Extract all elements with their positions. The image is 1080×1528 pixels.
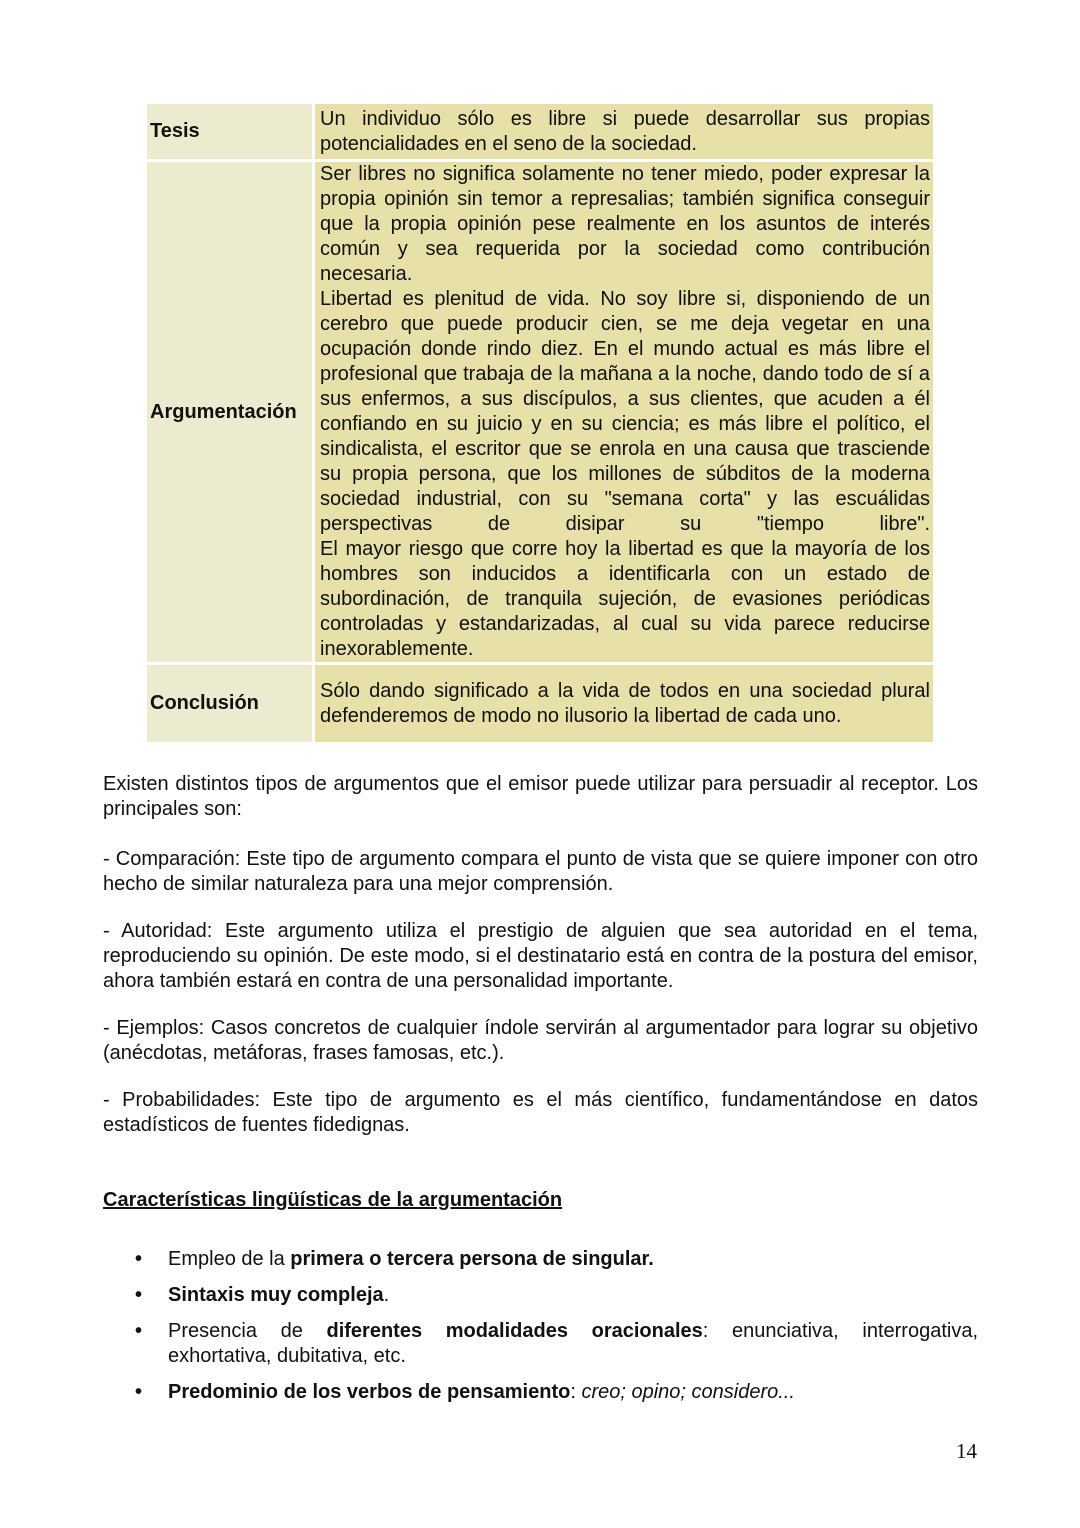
bullet-icon: • — [135, 1284, 143, 1306]
list-item: • Sintaxis muy compleja. — [135, 1284, 390, 1306]
row-label-tesis: Tesis — [147, 104, 315, 159]
list-item: • Presencia de diferentes modalidades oracionales: enunciativa, interrogativa, exhortativa, dubitativa, etc. — [135, 1320, 979, 1367]
argument-type-ejemplos: - Ejemplos: Casos concretos de cualquier índole servirán al argumentador para lograr su objetivo (anécdotas, metáforas, frases famosas, etc.). — [103, 1017, 978, 1064]
table-row-tesis — [147, 104, 933, 159]
linguistic-features-list — [103, 1247, 978, 1405]
argument-type-comparacion: - Comparación: Este tipo de argumento compara el punto de vista que se quiere imponer con otro hecho de similar naturaleza para una mejor comprensión. — [103, 848, 978, 895]
page-number: 14 — [956, 1439, 977, 1463]
tesis-text: Un individuo sólo es libre si puede desarrollar sus propias potencialidades en el seno de la sociedad. — [320, 107, 930, 155]
row-content-conclusion — [315, 662, 933, 742]
argument-type-probabilidades: - Probabilidades: Este tipo de argumento es el más científico, fundamentándose en datos estadísticos de fuentes fidedignas. — [103, 1089, 978, 1136]
argument-type-autoridad: - Autoridad: Este argumento utiliza el prestigio de alguien que sea autoridad en el tema, reproduciendo su opinión. De este modo, si el destinatario está en contra de la postura del emisor, ahora también estará en contra de una personalidad importante. — [103, 920, 978, 992]
row-content-tesis — [315, 104, 933, 159]
bullet-icon: • — [135, 1381, 143, 1403]
row-label-argumentacion: Argumentación — [147, 159, 315, 662]
conclusion-text: Sólo dando significado a la vida de todos en una sociedad plural defenderemos de modo no ilusorio la libertad de cada uno. — [320, 679, 930, 727]
bullet-icon: • — [135, 1320, 143, 1342]
bullet-icon: • — [135, 1248, 143, 1270]
row-label-conclusion: Conclusión — [147, 662, 315, 742]
argument-structure-table — [147, 104, 933, 742]
argumentacion-paragraph-2: Libertad es plenitud de vida. No soy libre si, disponiendo de un cerebro que puede producir cien, se me deja vegetar en una ocupación donde rindo diez. En el mundo actual es más libre el profesional que trabaja de la mañana a la noche, dando todo de sí a sus enfermos, a sus discípulos, a sus clientes, que acuden a él confiando en su juicio y en su ciencia; es más libre el político, el sindicalista, el escritor que se enrola en una causa que trasciende su propia persona, que los millones de súbditos de la moderna sociedad industrial, con su "semana corta" y las escuálidas perspectivas de disipar su "tiempo libre". — [320, 288, 930, 535]
table-row-argumentacion — [147, 159, 933, 662]
table-row-conclusion — [147, 662, 933, 742]
argumentacion-paragraph-1: Ser libres no significa solamente no tener miedo, poder expresar la propia opinión sin temor a represalias; también significa conseguir que la propia opinión pese realmente en los asuntos de interés común y sea requerida por la sociedad como contribución necesaria. — [320, 163, 930, 285]
section-heading: Características lingüísticas de la argumentación — [103, 1189, 563, 1211]
list-item: • Predominio de los verbos de pensamiento: creo; opino; considero... — [135, 1381, 795, 1403]
list-item: • Empleo de la primera o tercera persona de singular. — [135, 1248, 654, 1270]
row-content-argumentacion — [315, 159, 933, 662]
argumentacion-paragraph-3: El mayor riesgo que corre hoy la libertad es que la mayoría de los hombres son inducidos a identificarla con un estado de subordinación, de tranquila sujeción, de evasiones periódicas controladas y estandarizadas, al cual su vida parece reducirse inexorablemente. — [320, 538, 930, 660]
intro-paragraph: Existen distintos tipos de argumentos que el emisor puede utilizar para persuadir al receptor. Los principales son: — [103, 773, 978, 820]
